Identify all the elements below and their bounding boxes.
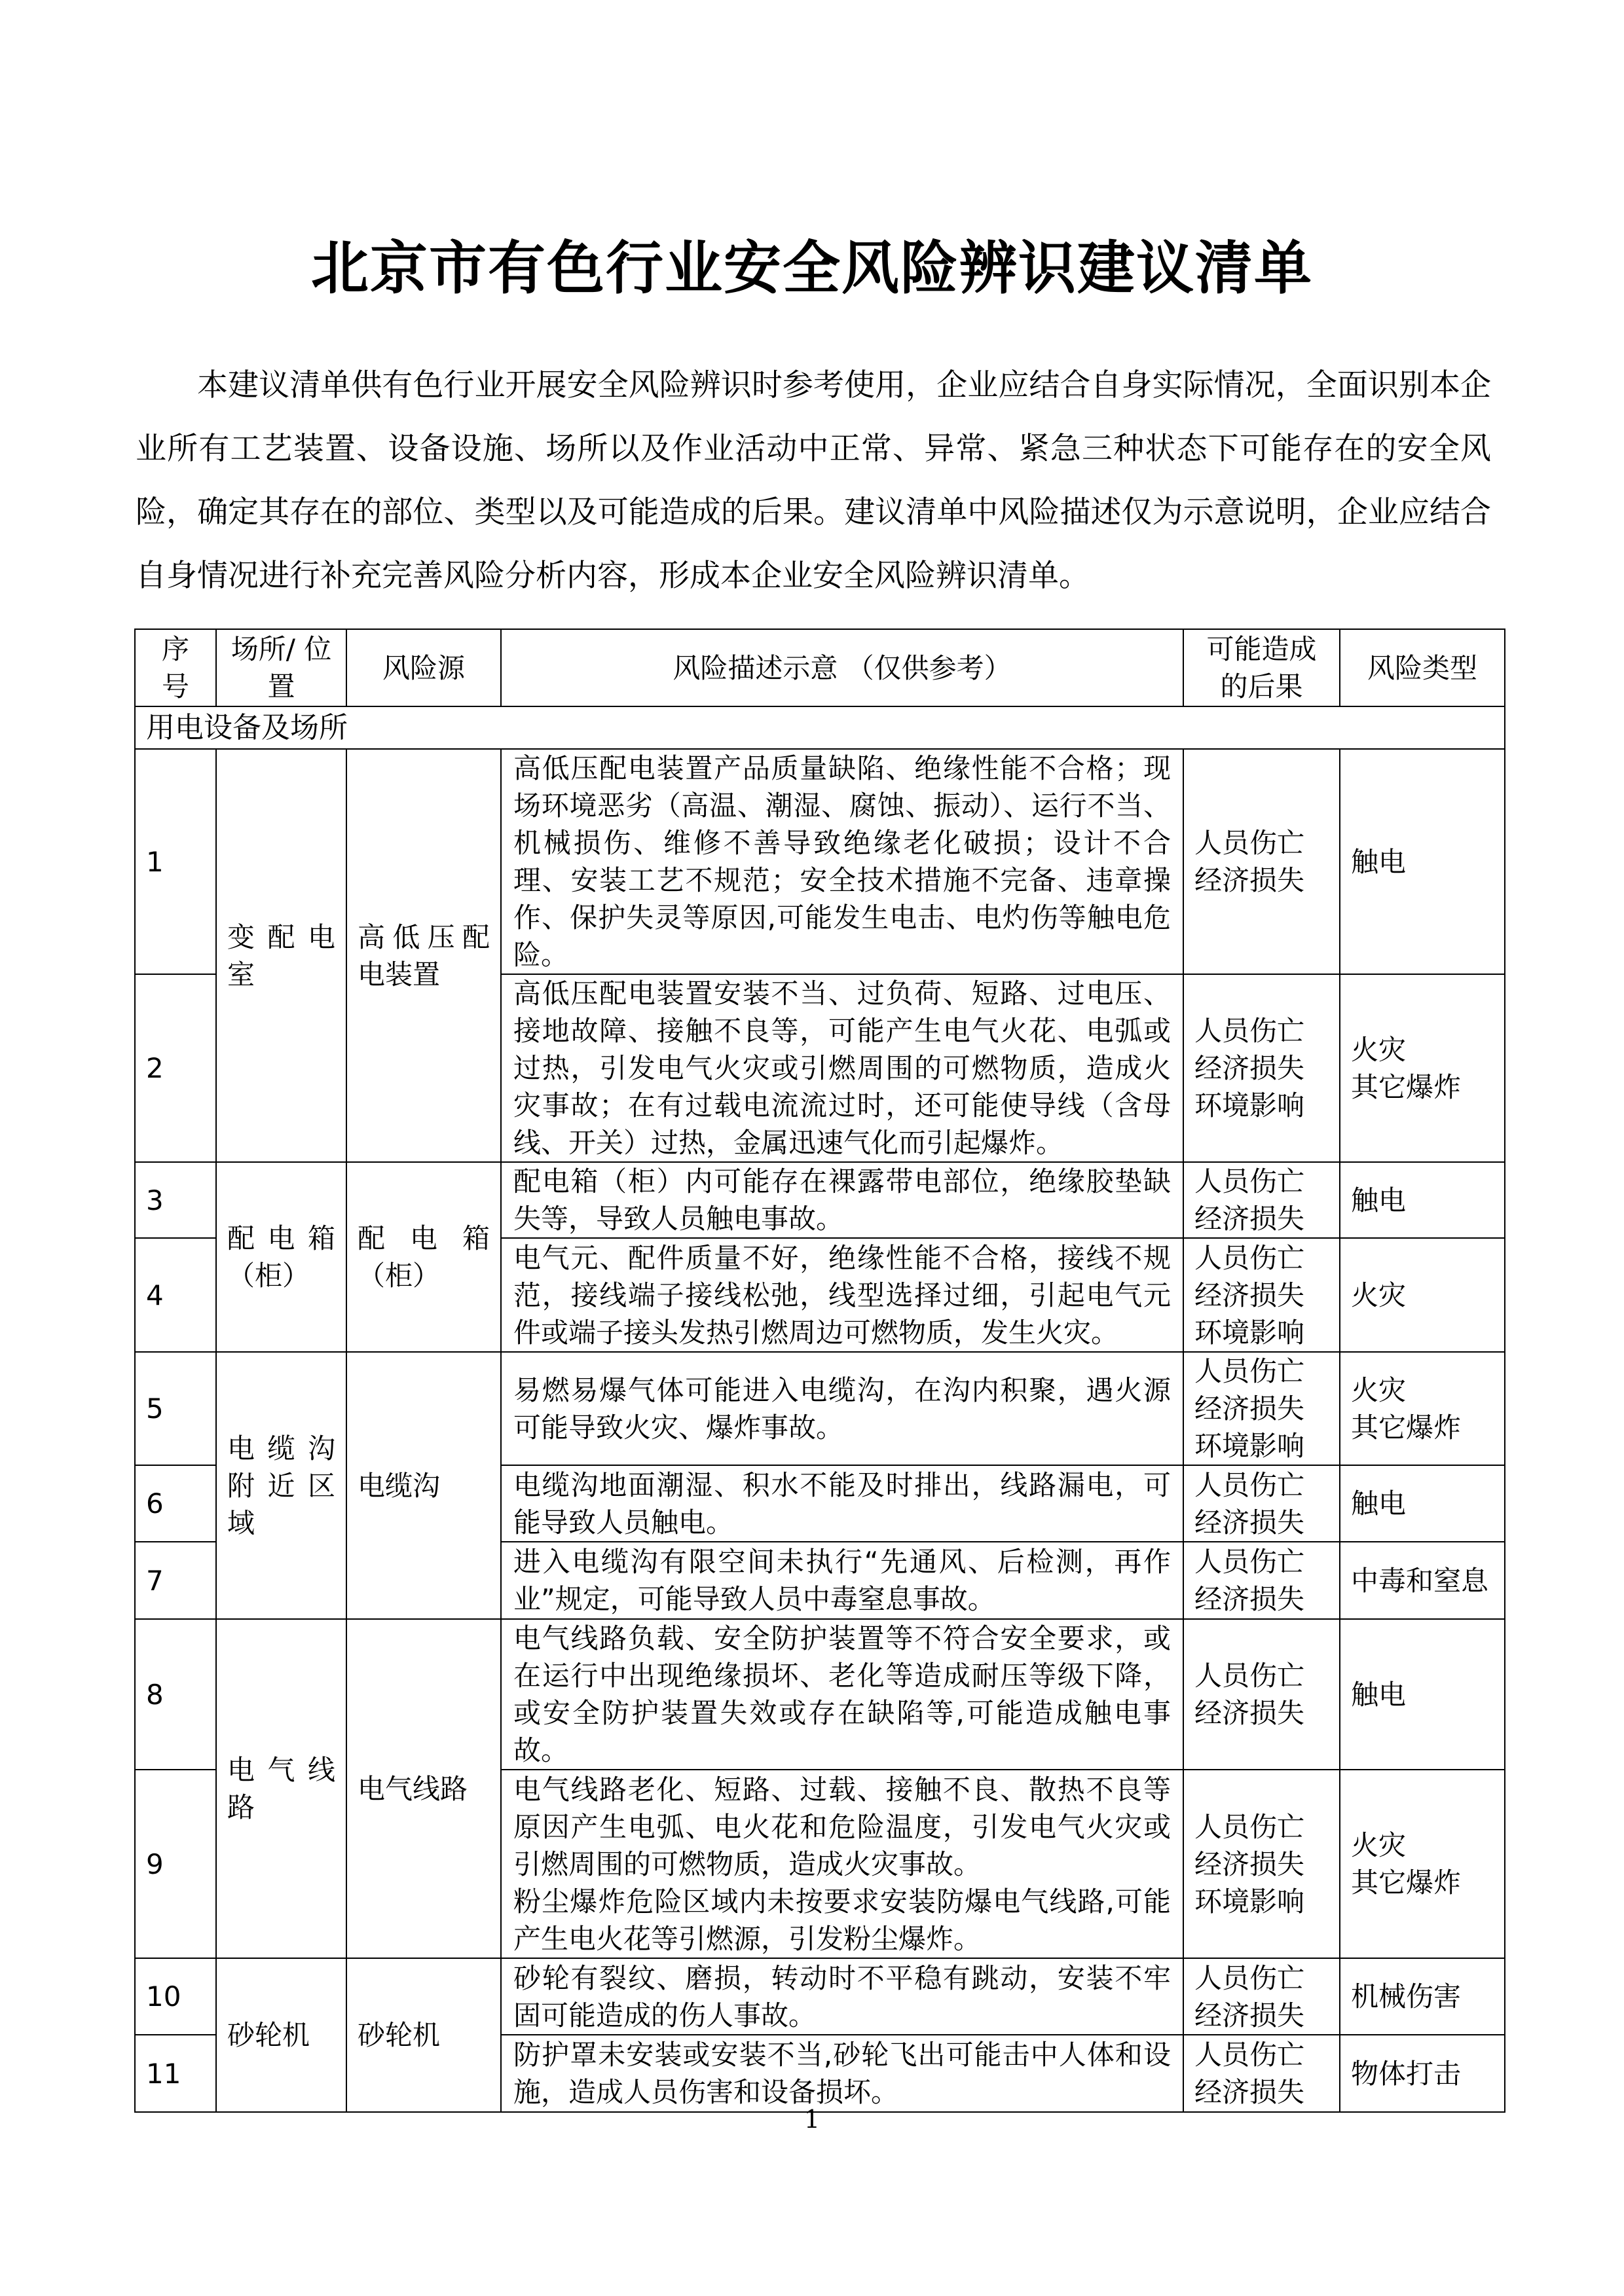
table-row <box>135 1958 1505 2035</box>
row-number: 10 <box>135 1958 216 2035</box>
location-cell: 配电箱（柜） <box>216 1162 346 1352</box>
row-number: 9 <box>135 1770 216 1958</box>
table-row <box>135 1619 1505 1770</box>
page-number: 1 <box>803 2105 821 2134</box>
risk-type-cell: 触电 <box>1340 1162 1505 1238</box>
risk-description-cell: 电气线路负载、安全防护装置等不符合安全要求，或在运行中出现绝缘损坏、老化等造成耐压等级下降，或安全防护装置失效或存在缺陷等,可能造成触电事故。 <box>501 1619 1183 1770</box>
header-description: 风险描述示意 （仅供参考） <box>501 629 1183 706</box>
risk-description-cell: 易燃易爆气体可能进入电缆沟，在沟内积聚，遇火源可能导致火灾、爆炸事故。 <box>501 1352 1183 1465</box>
risk-source-cell: 砂轮机 <box>346 1958 501 2112</box>
risk-type-cell: 火灾 其它爆炸 <box>1340 974 1505 1162</box>
consequence-cell: 人员伤亡 经济损失 环境影响 <box>1183 1352 1340 1465</box>
risk-source-cell: 配电箱（柜） <box>346 1162 501 1352</box>
intro-paragraph: 本建议清单供有色行业开展安全风险辨识时参考使用，企业应结合自身实际情况，全面识别本企业所有工艺装置、设备设施、场所以及作业活动中正常、异常、紧急三种状态下可能存在的安全风险，确定其存在的部位、类型以及可能造成的后果。建议清单中风险描述仅为示意说明，企业应结合自身情况进行补充完善风险分析内容，形成本企业安全风险辨识清单。 <box>136 367 1491 594</box>
header-consequence: 可能造成 的后果 <box>1183 629 1340 706</box>
risk-description-cell: 配电箱（柜）内可能存在裸露带电部位，绝缘胶垫缺失等，导致人员触电事故。 <box>501 1162 1183 1238</box>
consequence-cell: 人员伤亡 经济损失 <box>1183 1162 1340 1238</box>
location-cell: 变配电室 <box>216 749 346 1162</box>
row-number: 2 <box>135 974 216 1162</box>
header-source: 风险源 <box>346 629 501 706</box>
consequence-cell: 人员伤亡 经济损失 <box>1183 1542 1340 1619</box>
risk-description-cell: 防护罩未安装或安装不当,砂轮飞出可能击中人体和设施，造成人员伤害和设备损坏。 <box>501 2035 1183 2112</box>
header-risk-type: 风险类型 <box>1340 629 1505 706</box>
header-no: 序 号 <box>135 629 216 706</box>
risk-description-cell: 电气线路老化、短路、过载、接触不良、散热不良等原因产生电弧、电火花和危险温度，引发电气火灾或引燃周围的可燃物质，造成火灾事故。 粉尘爆炸危险区域内未按要求安装防爆电气线路,可能产生电火花等引燃源，引发粉尘爆炸。 <box>501 1770 1183 1958</box>
row-number: 4 <box>135 1238 216 1352</box>
risk-description-cell: 高低压配电装置产品质量缺陷、绝缘性能不合格；现场环境恶劣（高温、潮湿、腐蚀、振动）、运行不当、机械损伤、维修不善导致绝缘老化破损；设计不合理、安装工艺不规范；安全技术措施不完备、违章操作、保护失灵等原因,可能发生电击、电灼伤等触电危险。 <box>501 749 1183 974</box>
risk-description-cell: 电气元、配件质量不好，绝缘性能不合格，接线不规范，接线端子接线松弛，线型选择过细，引起电气元件或端子接头发热引燃周边可燃物质，发生火灾。 <box>501 1238 1183 1352</box>
table-row <box>135 1352 1505 1465</box>
risk-type-cell: 物体打击 <box>1340 2035 1505 2112</box>
location-cell: 电缆沟附近区域 <box>216 1352 346 1619</box>
risk-source-cell: 电缆沟 <box>346 1352 501 1619</box>
table-row <box>135 749 1505 974</box>
consequence-cell: 人员伤亡 经济损失 环境影响 <box>1183 974 1340 1162</box>
consequence-cell: 人员伤亡 经济损失 <box>1183 2035 1340 2112</box>
risk-type-cell: 触电 <box>1340 749 1505 974</box>
row-number: 1 <box>135 749 216 974</box>
location-cell: 砂轮机 <box>216 1958 346 2112</box>
risk-description-cell: 砂轮有裂纹、磨损，转动时不平稳有跳动，安装不牢固可能造成的伤人事故。 <box>501 1958 1183 2035</box>
header-location: 场所/ 位置 <box>216 629 346 706</box>
consequence-cell: 人员伤亡 经济损失 <box>1183 749 1340 974</box>
row-number: 11 <box>135 2035 216 2112</box>
risk-type-cell: 中毒和窒息 <box>1340 1542 1505 1619</box>
risk-source-cell: 高低压配电装置 <box>346 749 501 1162</box>
consequence-cell: 人员伤亡 经济损失 环境影响 <box>1183 1770 1340 1958</box>
row-number: 6 <box>135 1465 216 1542</box>
risk-type-cell: 火灾 <box>1340 1238 1505 1352</box>
risk-table <box>134 629 1505 2113</box>
row-number: 5 <box>135 1352 216 1465</box>
risk-type-cell: 触电 <box>1340 1465 1505 1542</box>
location-cell: 电气线路 <box>216 1619 346 1958</box>
row-number: 3 <box>135 1162 216 1238</box>
risk-type-cell: 火灾 其它爆炸 <box>1340 1352 1505 1465</box>
document-title: 北京市有色行业安全风险辨识建议清单 <box>310 234 1313 302</box>
risk-description-cell: 高低压配电装置安装不当、过负荷、短路、过电压、接地故障、接触不良等，可能产生电气火花、电弧或过热，引发电气火灾或引燃周围的可燃物质，造成火灾事故；在有过载电流流过时，还可能使导线（含母线、开关）过热，金属迅速气化而引起爆炸。 <box>501 974 1183 1162</box>
risk-type-cell: 机械伤害 <box>1340 1958 1505 2035</box>
row-number: 8 <box>135 1619 216 1770</box>
risk-source-cell: 电气线路 <box>346 1619 501 1958</box>
consequence-cell: 人员伤亡 经济损失 <box>1183 1958 1340 2035</box>
table-header-row <box>135 629 1505 706</box>
table-row <box>135 1162 1505 1238</box>
consequence-cell: 人员伤亡 经济损失 <box>1183 1465 1340 1542</box>
consequence-cell: 人员伤亡 经济损失 环境影响 <box>1183 1238 1340 1352</box>
row-number: 7 <box>135 1542 216 1619</box>
section-title: 用电设备及场所 <box>135 706 1505 749</box>
risk-description-cell: 进入电缆沟有限空间未执行“先通风、后检测，再作业”规定，可能导致人员中毒窒息事故。 <box>501 1542 1183 1619</box>
consequence-cell: 人员伤亡 经济损失 <box>1183 1619 1340 1770</box>
risk-type-cell: 火灾 其它爆炸 <box>1340 1770 1505 1958</box>
section-row <box>135 706 1505 749</box>
risk-type-cell: 触电 <box>1340 1619 1505 1770</box>
risk-description-cell: 电缆沟地面潮湿、积水不能及时排出，线路漏电，可能导致人员触电。 <box>501 1465 1183 1542</box>
